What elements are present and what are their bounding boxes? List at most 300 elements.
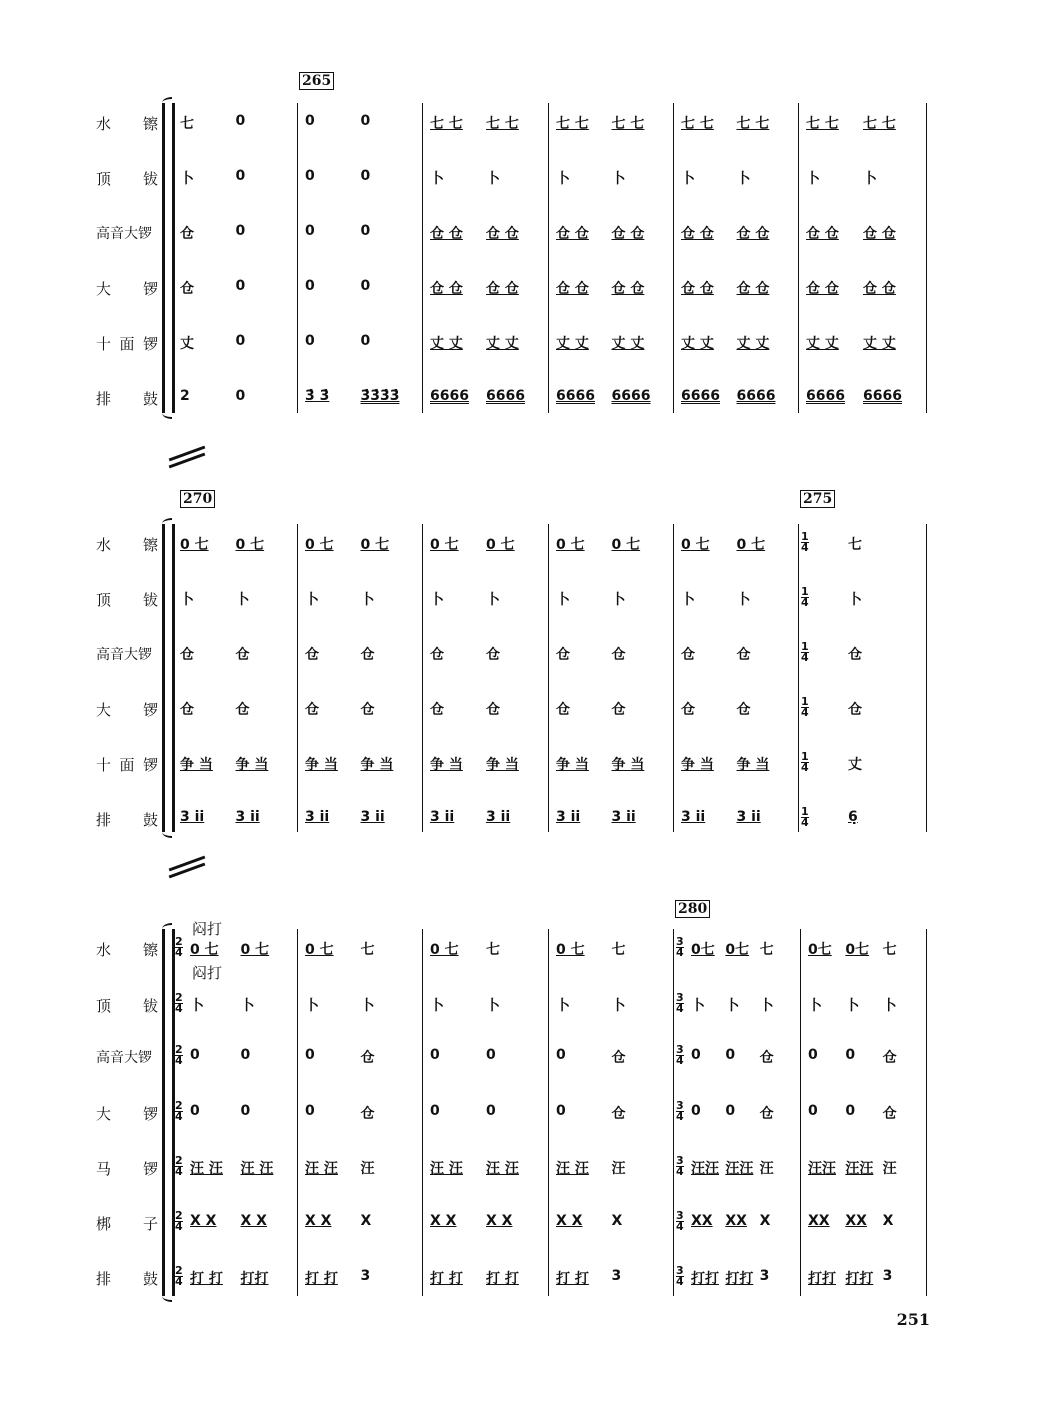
note-cell: 3 i̇i̇: [235, 809, 260, 825]
note-cell: 仓 仓: [556, 226, 589, 242]
segno-mark: [168, 860, 206, 874]
note-cell: 3 i̇i̇: [736, 809, 761, 825]
note-cell: 3 i̇i̇: [430, 809, 455, 825]
instrument-label: 顶 钹: [96, 170, 158, 188]
note-cell: 仓 仓: [736, 281, 770, 297]
instrument-label: 大 锣: [96, 701, 158, 719]
note-cell: 0: [305, 223, 315, 239]
note-cell: 0: [240, 1047, 251, 1063]
instrument-label: 排 鼓: [96, 1270, 158, 1288]
time-signature: 2 4: [175, 1043, 183, 1067]
note-cell: 仓: [305, 647, 319, 663]
note-cell: 打打: [691, 1271, 719, 1287]
barline: [422, 524, 423, 832]
note-cell: 仓 仓: [806, 226, 839, 242]
note-cell: 6666: [486, 388, 525, 404]
note-cell: 0: [725, 1103, 736, 1119]
note-cell: 0 七: [486, 537, 515, 553]
note-cell: 七 七: [611, 116, 645, 132]
note-cell: X X: [240, 1213, 267, 1229]
time-signature: 3 4: [676, 935, 684, 959]
note-cell: 汪: [611, 1161, 626, 1177]
note-cell: X: [611, 1213, 623, 1229]
mute-annotation: 闷打: [192, 920, 223, 938]
note-cell: 打 打: [305, 1271, 338, 1287]
note-cell: 仓: [235, 647, 250, 663]
barline: [926, 524, 927, 832]
note-cell: 争 当: [180, 757, 213, 773]
note-cell: 6666: [681, 388, 720, 404]
note-cell: 仓: [556, 647, 570, 663]
note-cell: 丈 丈: [806, 336, 839, 352]
note-cell: 仓: [736, 647, 751, 663]
note-cell: 仓 仓: [863, 226, 896, 242]
note-cell: 卜: [691, 998, 705, 1014]
note-cell: 打 打: [430, 1271, 463, 1287]
note-cell: 争 当: [556, 757, 589, 773]
note-cell: 3 i̇i̇: [305, 809, 330, 825]
note-cell: X X: [190, 1213, 217, 1229]
note-cell: 卜: [611, 171, 626, 187]
note-cell: 6̣: [848, 809, 858, 825]
note-cell: 卜: [430, 171, 444, 187]
note-cell: 丈 丈: [863, 336, 896, 352]
time-signature: 1 4: [801, 750, 809, 774]
note-cell: 卜: [806, 171, 820, 187]
note-cell: 卜: [430, 592, 444, 608]
note-cell: 3: [882, 1268, 893, 1284]
note-cell: 6666: [430, 388, 469, 404]
note-cell: 仓 仓: [736, 226, 770, 242]
note-cell: 0: [691, 1047, 701, 1063]
note-cell: 3 i̇i̇: [486, 809, 511, 825]
note-cell: 6666: [556, 388, 595, 404]
note-cell: 仓: [360, 702, 375, 718]
note-cell: 仓: [681, 702, 695, 718]
note-cell: 七: [486, 942, 500, 958]
note-cell: 0 七: [681, 537, 710, 553]
note-cell: 仓: [556, 702, 570, 718]
note-cell: 0: [556, 1103, 566, 1119]
time-signature: 3 4: [676, 991, 684, 1015]
instrument-label: 大 锣: [96, 280, 158, 298]
note-cell: 打打: [725, 1271, 754, 1287]
note-cell: 6666: [806, 388, 845, 404]
note-cell: 6666: [611, 388, 651, 404]
note-cell: 七: [759, 942, 774, 958]
note-cell: 七 七: [556, 116, 589, 132]
note-cell: 0七: [725, 942, 750, 958]
note-cell: XX: [808, 1213, 830, 1229]
note-cell: 0: [305, 278, 315, 294]
note-cell: X: [360, 1213, 372, 1229]
note-cell: 3 i̇i̇: [180, 809, 205, 825]
note-cell: 仓: [486, 702, 500, 718]
note-cell: 0: [845, 1047, 856, 1063]
note-cell: 0: [360, 223, 371, 239]
note-cell: 0 七: [305, 942, 334, 958]
note-cell: 3: [759, 1268, 770, 1284]
note-cell: 卜: [736, 171, 751, 187]
note-cell: 3̇ 3̇: [305, 388, 330, 404]
note-cell: 0: [190, 1103, 200, 1119]
note-cell: 仓 仓: [611, 226, 645, 242]
note-cell: 0: [360, 333, 371, 349]
note-cell: 仓: [848, 647, 862, 663]
barline: [548, 929, 549, 1296]
instrument-label: 顶 钹: [96, 591, 158, 609]
note-cell: 仓: [486, 647, 500, 663]
note-cell: 0: [305, 113, 315, 129]
barline: [297, 103, 298, 413]
rehearsal-mark: 280: [675, 900, 710, 918]
instrument-label: 水 镲: [96, 941, 158, 959]
note-cell: 卜: [305, 998, 319, 1014]
note-cell: 0: [556, 1047, 566, 1063]
time-signature: 3 4: [676, 1264, 684, 1288]
note-cell: 争 当: [235, 757, 269, 773]
note-cell: 0: [360, 278, 371, 294]
note-cell: 0: [190, 1047, 200, 1063]
note-cell: 0: [235, 223, 246, 239]
barline: [172, 103, 175, 413]
note-cell: 卜: [180, 171, 194, 187]
note-cell: 七 七: [486, 116, 519, 132]
note-cell: X: [759, 1213, 771, 1229]
note-cell: 卜: [759, 998, 774, 1014]
note-cell: 0: [808, 1103, 818, 1119]
note-cell: 卜: [305, 592, 319, 608]
barline: [800, 929, 801, 1296]
page-number: 251: [896, 1310, 930, 1329]
note-cell: 0: [430, 1047, 440, 1063]
note-cell: 卜: [556, 592, 570, 608]
note-cell: 仓 仓: [486, 281, 519, 297]
barline: [673, 929, 674, 1296]
time-signature: 1 4: [801, 530, 809, 554]
note-cell: 仓 仓: [430, 281, 463, 297]
note-cell: 七 七: [806, 116, 839, 132]
note-cell: XX: [845, 1213, 867, 1229]
barline: [297, 929, 298, 1296]
note-cell: 卜: [848, 592, 862, 608]
barline: [422, 103, 423, 413]
note-cell: 3 i̇i̇: [556, 809, 581, 825]
note-cell: 仓: [305, 702, 319, 718]
note-cell: 丈 丈: [681, 336, 714, 352]
note-cell: 0: [845, 1103, 856, 1119]
instrument-label: 高音大锣: [96, 1050, 152, 1066]
note-cell: 卜: [240, 998, 255, 1014]
note-cell: 争 当: [736, 757, 770, 773]
note-cell: 七 七: [430, 116, 463, 132]
note-cell: 七: [180, 116, 194, 132]
note-cell: X X: [556, 1213, 583, 1229]
note-cell: 卜: [360, 592, 375, 608]
note-cell: 仓 仓: [681, 226, 714, 242]
note-cell: 仓: [882, 1106, 897, 1122]
barline: [297, 524, 298, 832]
instrument-label: 十面锣: [96, 756, 158, 774]
note-cell: 七: [848, 537, 862, 553]
note-cell: 仓 仓: [430, 226, 463, 242]
note-cell: 卜: [725, 998, 740, 1014]
note-cell: 七 七: [863, 116, 896, 132]
note-cell: 仓: [882, 1050, 897, 1066]
note-cell: XX: [725, 1213, 747, 1229]
note-cell: 汪汪: [808, 1161, 836, 1177]
note-cell: 汪汪: [725, 1161, 754, 1177]
barline: [673, 103, 674, 413]
note-cell: 汪汪: [845, 1161, 874, 1177]
time-signature: 1 4: [801, 805, 809, 829]
note-cell: 争 当: [486, 757, 519, 773]
note-cell: 打打: [240, 1271, 269, 1287]
note-cell: 0 七: [430, 537, 459, 553]
note-cell: 打 打: [190, 1271, 223, 1287]
note-cell: 3 i̇i̇: [611, 809, 636, 825]
note-cell: 0: [305, 1103, 315, 1119]
note-cell: 仓: [180, 702, 194, 718]
note-cell: 汪 汪: [486, 1161, 519, 1177]
mute-annotation: 闷打: [192, 964, 223, 982]
rehearsal-mark: 265: [299, 72, 334, 90]
note-cell: XX: [691, 1213, 713, 1229]
note-cell: 丈: [180, 336, 194, 352]
note-cell: 卜: [681, 171, 695, 187]
note-cell: 争 当: [611, 757, 645, 773]
instrument-label: 高音大锣: [96, 647, 152, 663]
note-cell: 仓 仓: [556, 281, 589, 297]
note-cell: X X: [305, 1213, 332, 1229]
time-signature: 3 4: [676, 1043, 684, 1067]
barline: [926, 103, 927, 413]
note-cell: 0: [235, 333, 246, 349]
note-cell: 仓 仓: [681, 281, 714, 297]
note-cell: 仓: [848, 702, 862, 718]
note-cell: 仓: [611, 1106, 626, 1122]
note-cell: 七: [360, 942, 375, 958]
note-cell: 0 七: [190, 942, 219, 958]
note-cell: 仓: [736, 702, 751, 718]
barline: [798, 524, 799, 832]
note-cell: 争 当: [305, 757, 338, 773]
note-cell: X: [882, 1213, 894, 1229]
note-cell: 仓 仓: [863, 281, 896, 297]
note-cell: 仓: [430, 702, 444, 718]
note-cell: 0: [305, 168, 315, 184]
note-cell: 丈 丈: [611, 336, 645, 352]
note-cell: 汪汪: [691, 1161, 719, 1177]
note-cell: 卜: [736, 592, 751, 608]
note-cell: 七: [882, 942, 897, 958]
note-cell: 0: [235, 113, 246, 129]
time-signature: 2 4: [175, 1099, 183, 1123]
note-cell: 汪: [882, 1161, 897, 1177]
note-cell: 0: [235, 168, 246, 184]
note-cell: 卜: [190, 998, 204, 1014]
note-cell: 卜: [863, 171, 877, 187]
note-cell: 3: [360, 1268, 371, 1284]
note-cell: 0 七: [360, 537, 390, 553]
note-cell: 丈 丈: [486, 336, 519, 352]
time-signature: 3 4: [676, 1099, 684, 1123]
time-signature: 2 4: [175, 991, 183, 1015]
note-cell: 仓: [360, 1106, 375, 1122]
instrument-label: 十面锣: [96, 335, 158, 353]
note-cell: 仓 仓: [611, 281, 645, 297]
note-cell: 汪 汪: [190, 1161, 223, 1177]
note-cell: 汪 汪: [430, 1161, 463, 1177]
note-cell: 0 七: [240, 942, 270, 958]
note-cell: 0: [240, 1103, 251, 1119]
time-signature: 2 4: [175, 1264, 183, 1288]
note-cell: 卜: [180, 592, 194, 608]
note-cell: 争 当: [430, 757, 463, 773]
note-cell: 仓: [611, 702, 626, 718]
instrument-label: 水 镲: [96, 115, 158, 133]
barline: [798, 103, 799, 413]
barline: [926, 929, 927, 1296]
note-cell: 仓: [611, 1050, 626, 1066]
note-cell: 0: [360, 113, 371, 129]
note-cell: 卜: [430, 998, 444, 1014]
note-cell: 丈: [848, 757, 862, 773]
note-cell: 争 当: [360, 757, 394, 773]
note-cell: 汪: [360, 1161, 375, 1177]
note-cell: 仓: [360, 647, 375, 663]
note-cell: 仓: [759, 1106, 774, 1122]
note-cell: 仓: [611, 647, 626, 663]
time-signature: 3 4: [676, 1209, 684, 1233]
note-cell: 仓: [180, 281, 194, 297]
instrument-label: 排 鼓: [96, 390, 158, 408]
note-cell: 0: [691, 1103, 701, 1119]
time-signature: 2 4: [175, 935, 183, 959]
time-signature: 3 4: [676, 1154, 684, 1178]
note-cell: 0 七: [556, 537, 585, 553]
note-cell: X X: [430, 1213, 457, 1229]
note-cell: 打打: [845, 1271, 874, 1287]
note-cell: 丈 丈: [736, 336, 770, 352]
note-cell: 0七: [808, 942, 832, 958]
note-cell: 打打: [808, 1271, 836, 1287]
time-signature: 1 4: [801, 585, 809, 609]
note-cell: 仓: [180, 226, 194, 242]
note-cell: 汪 汪: [240, 1161, 274, 1177]
note-cell: 0 七: [180, 537, 209, 553]
rehearsal-mark: 270: [180, 490, 215, 508]
time-signature: 1 4: [801, 640, 809, 664]
time-signature: 2 4: [175, 1209, 183, 1233]
note-cell: 2: [180, 388, 190, 404]
note-cell: 3̇3̇3̇3̇: [360, 388, 400, 404]
note-cell: 3 i̇i̇: [681, 809, 706, 825]
note-cell: 3: [611, 1268, 622, 1284]
barline: [422, 929, 423, 1296]
note-cell: 七 七: [736, 116, 770, 132]
note-cell: 0 七: [235, 537, 265, 553]
note-cell: 卜: [486, 592, 500, 608]
note-cell: 卜: [486, 998, 500, 1014]
note-cell: 0: [360, 168, 371, 184]
note-cell: 卜: [235, 592, 250, 608]
note-cell: 0: [486, 1103, 496, 1119]
note-cell: 卜: [845, 998, 860, 1014]
note-cell: 汪: [759, 1161, 774, 1177]
barline: [673, 524, 674, 832]
instrument-label: 排 鼓: [96, 811, 158, 829]
note-cell: 仓 仓: [806, 281, 839, 297]
instrument-label: 梆 子: [96, 1215, 158, 1233]
note-cell: 仓: [180, 647, 194, 663]
note-cell: 0 七: [556, 942, 585, 958]
instrument-label: 大 锣: [96, 1105, 158, 1123]
time-signature: 1 4: [801, 695, 809, 719]
note-cell: 0: [235, 388, 246, 404]
note-cell: 0: [305, 1047, 315, 1063]
note-cell: 仓: [681, 647, 695, 663]
note-cell: 汪 汪: [305, 1161, 338, 1177]
note-cell: 0 七: [611, 537, 641, 553]
note-cell: 卜: [611, 592, 626, 608]
note-cell: 0 七: [736, 537, 766, 553]
note-cell: 0: [808, 1047, 818, 1063]
note-cell: 0: [486, 1047, 496, 1063]
note-cell: 卜: [360, 998, 375, 1014]
note-cell: 丈 丈: [430, 336, 463, 352]
note-cell: 卜: [611, 998, 626, 1014]
note-cell: 0 七: [305, 537, 334, 553]
note-cell: 0七: [691, 942, 715, 958]
segno-mark: [168, 450, 206, 464]
note-cell: 丈 丈: [556, 336, 589, 352]
note-cell: 卜: [681, 592, 695, 608]
note-cell: 0七: [845, 942, 870, 958]
note-cell: X X: [486, 1213, 513, 1229]
note-cell: 0: [305, 333, 315, 349]
note-cell: 打 打: [486, 1271, 519, 1287]
note-cell: 0 七: [430, 942, 459, 958]
note-cell: 仓 仓: [486, 226, 519, 242]
note-cell: 打 打: [556, 1271, 589, 1287]
note-cell: 仓: [360, 1050, 375, 1066]
note-cell: 仓: [759, 1050, 774, 1066]
note-cell: 0: [430, 1103, 440, 1119]
note-cell: 卜: [882, 998, 897, 1014]
rehearsal-mark: 275: [800, 490, 835, 508]
note-cell: 卜: [808, 998, 822, 1014]
instrument-label: 顶 钹: [96, 997, 158, 1015]
note-cell: 仓: [235, 702, 250, 718]
note-cell: 仓: [430, 647, 444, 663]
note-cell: 汪 汪: [556, 1161, 589, 1177]
note-cell: 卜: [556, 171, 570, 187]
note-cell: 6666: [863, 388, 902, 404]
time-signature: 2 4: [175, 1154, 183, 1178]
note-cell: 卜: [556, 998, 570, 1014]
barline: [172, 524, 175, 832]
instrument-label: 高音大锣: [96, 226, 152, 242]
note-cell: 6666: [736, 388, 776, 404]
note-cell: 卜: [486, 171, 500, 187]
note-cell: 0: [235, 278, 246, 294]
instrument-label: 水 镲: [96, 536, 158, 554]
barline: [548, 524, 549, 832]
note-cell: 七: [611, 942, 626, 958]
instrument-label: 马 锣: [96, 1160, 158, 1178]
note-cell: 0: [725, 1047, 736, 1063]
